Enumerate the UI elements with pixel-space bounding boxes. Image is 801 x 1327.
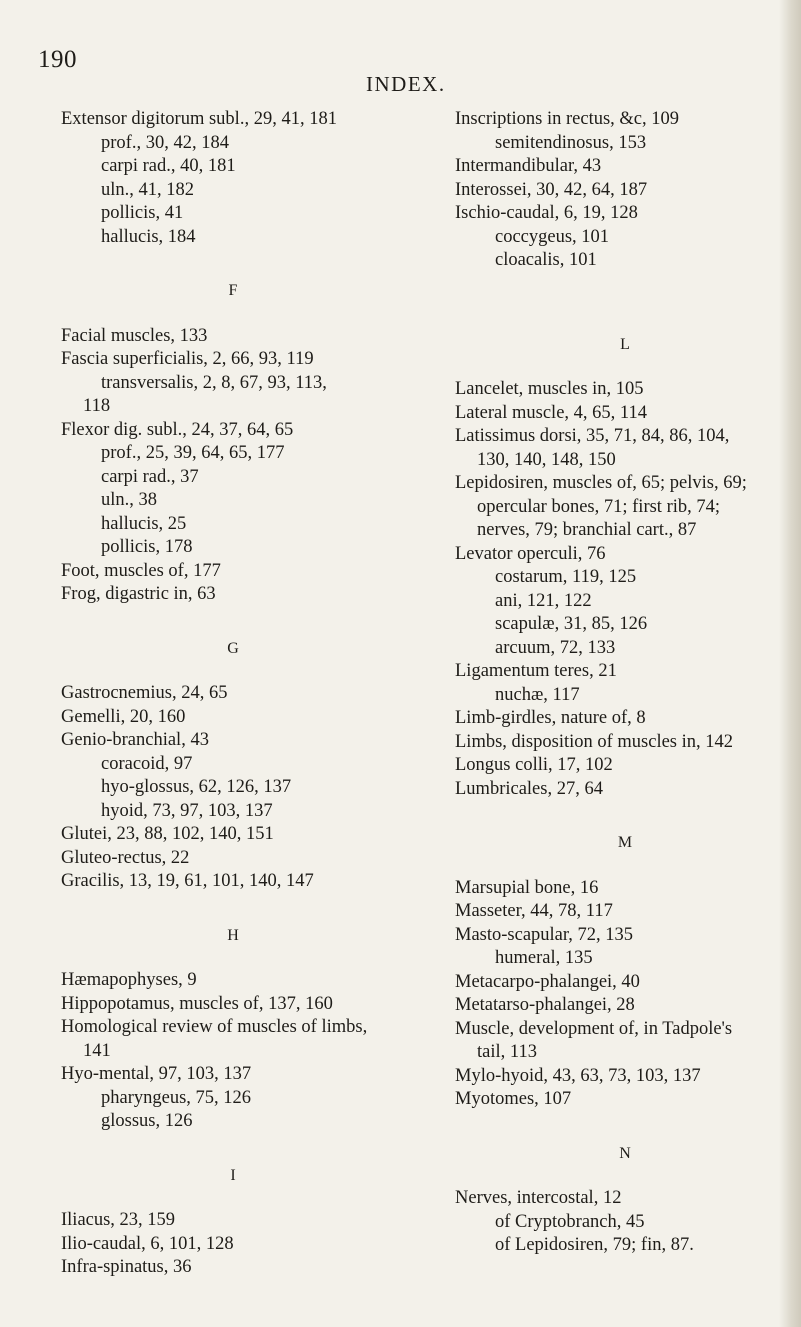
spacer [455, 273, 795, 303]
index-subentry: semitendinosus, 153 [495, 132, 647, 153]
index-entry: Frog, digastric in, 63 [61, 584, 216, 604]
index-subentry: costarum, 119, 125 [495, 567, 637, 587]
index-subentry: carpi rad., 37 [101, 466, 199, 487]
section-letter: M [617, 834, 633, 851]
index-entry: Marsupial bone, 16 [455, 877, 599, 898]
index-entry: Intermandibular, 43 [455, 156, 602, 176]
section-letter: I [230, 1166, 236, 1184]
index-entry: Infra-spinatus, 36 [61, 1257, 192, 1277]
page-edge-shadow [779, 0, 801, 1327]
index-entry: Fascia superficialis, 2, 66, 93, 119 [61, 349, 314, 369]
spacer [61, 303, 405, 325]
index-entry: Myotomes, 107 [455, 1089, 572, 1109]
index-entry: Hippopotamus, muscles of, 137, 160 [61, 993, 333, 1014]
index-entry: Homological review of muscles of limbs, [61, 1017, 368, 1037]
index-subentry: hyo-glossus, 62, 126, 137 [101, 777, 292, 797]
spacer [61, 249, 405, 279]
index-entry: Hyo-mental, 97, 103, 137 [61, 1064, 252, 1084]
index-continuation: 141 [83, 1040, 111, 1061]
index-subentry: hyoid, 73, 97, 103, 137 [101, 800, 273, 821]
spacer [61, 894, 405, 924]
index-subentry: nuchæ, 117 [495, 684, 580, 705]
index-column-left [61, 108, 405, 1280]
index-entry: Facial muscles, 133 [61, 325, 208, 346]
index-entry: Lepidosiren, muscles of, 65; pelvis, 69; [455, 473, 747, 493]
index-subentry: cloacalis, 101 [495, 250, 597, 270]
index-entry: Flexor dig. subl., 24, 37, 64, 65 [61, 419, 294, 440]
section-letter: L [620, 335, 630, 353]
spacer [455, 356, 795, 378]
index-entry: Foot, muscles of, 177 [61, 560, 221, 581]
index-entry: Inscriptions in rectus, &c, 109 [455, 109, 680, 129]
index-subentry: arcuum, 72, 133 [495, 637, 616, 658]
index-entry: Extensor digitorum subl., 29, 41, 181 [61, 109, 337, 129]
index-subentry: prof., 25, 39, 64, 65, 177 [101, 443, 285, 463]
index-continuation: nerves, 79; branchial cart., 87 [477, 520, 697, 540]
index-subentry: coracoid, 97 [101, 753, 193, 774]
running-head: INDEX. [366, 72, 446, 96]
index-entry: Limb-girdles, nature of, 8 [455, 708, 646, 728]
index-subentry: humeral, 135 [495, 948, 593, 968]
index-subentry: scapulæ, 31, 85, 126 [495, 614, 648, 634]
spacer [61, 947, 405, 969]
section-letter: N [619, 1144, 631, 1162]
section-letter: G [227, 639, 239, 657]
index-entry: Gemelli, 20, 160 [61, 706, 186, 727]
index-entry: Ligamentum teres, 21 [455, 661, 617, 681]
spacer [61, 1187, 405, 1209]
section-letter: H [227, 926, 239, 944]
index-subentry: ani, 121, 122 [495, 590, 592, 611]
index-entry: Ischio-caudal, 6, 19, 128 [455, 203, 638, 223]
index-entry: Metacarpo-phalangei, 40 [455, 971, 640, 992]
index-subentry: of Lepidosiren, 79; fin, 87. [495, 1235, 694, 1255]
spacer [61, 660, 405, 682]
index-entry: Longus colli, 17, 102 [455, 755, 613, 775]
index-entry: Gastrocnemius, 24, 65 [61, 683, 228, 703]
index-entry: Latissimus dorsi, 35, 71, 84, 86, 104, [455, 426, 730, 446]
index-subentry: prof., 30, 42, 184 [101, 132, 229, 153]
index-subentry: hallucis, 184 [101, 226, 196, 247]
index-subentry: carpi rad., 40, 181 [101, 156, 236, 176]
index-entry: Gracilis, 13, 19, 61, 101, 140, 147 [61, 871, 314, 891]
index-entry: Lateral muscle, 4, 65, 114 [455, 402, 647, 423]
index-entry: Interossei, 30, 42, 64, 187 [455, 179, 648, 200]
spacer [455, 303, 795, 333]
section-letter: F [228, 282, 238, 299]
spacer [455, 801, 795, 831]
index-continuation: 118 [83, 396, 111, 416]
spacer [61, 1134, 405, 1164]
index-entry: Iliacus, 23, 159 [61, 1210, 176, 1230]
index-column-right [455, 108, 795, 1258]
index-continuation: tail, 113 [477, 1042, 537, 1062]
spacer [455, 1165, 795, 1187]
index-entry: Lancelet, muscles in, 105 [455, 379, 644, 399]
index-subentry: glossus, 126 [101, 1111, 193, 1131]
page-number: 190 [38, 46, 77, 73]
index-subentry: uln., 41, 182 [101, 179, 195, 200]
spacer [455, 1112, 795, 1142]
index-subentry: transversalis, 2, 8, 67, 93, 113, [101, 372, 327, 393]
index-subentry: pharyngeus, 75, 126 [101, 1087, 252, 1108]
index-entry: Lumbricales, 27, 64 [455, 778, 603, 799]
index-entry: Gluteo-rectus, 22 [61, 847, 190, 868]
index-entry: Nerves, intercostal, 12 [455, 1188, 622, 1208]
index-subentry: pollicis, 41 [101, 203, 184, 223]
index-entry: Genio-branchial, 43 [61, 730, 209, 750]
index-entry: Hæmapophyses, 9 [61, 970, 197, 990]
index-subentry: hallucis, 25 [101, 513, 187, 534]
index-entry: Glutei, 23, 88, 102, 140, 151 [61, 824, 274, 844]
index-entry: Levator operculi, 76 [455, 543, 606, 564]
spacer [61, 607, 405, 637]
index-subentry: pollicis, 178 [101, 537, 193, 557]
index-entry: Mylo-hyoid, 43, 63, 73, 103, 137 [455, 1065, 701, 1086]
index-entry: Limbs, disposition of muscles in, 142 [455, 731, 734, 752]
index-subentry: coccygeus, 101 [495, 226, 610, 247]
index-continuation: opercular bones, 71; first rib, 74; [477, 496, 721, 517]
index-continuation: 130, 140, 148, 150 [477, 449, 616, 470]
index-entry: Masseter, 44, 78, 117 [455, 901, 613, 921]
index-entry: Metatarso-phalangei, 28 [455, 995, 635, 1015]
index-entry: Masto-scapular, 72, 135 [455, 924, 634, 945]
index-subentry: uln., 38 [101, 490, 158, 510]
index-subentry: of Cryptobranch, 45 [495, 1211, 645, 1232]
index-entry: Ilio-caudal, 6, 101, 128 [61, 1233, 234, 1254]
index-entry: Muscle, development of, in Tadpole's [455, 1018, 733, 1039]
spacer [455, 855, 795, 877]
